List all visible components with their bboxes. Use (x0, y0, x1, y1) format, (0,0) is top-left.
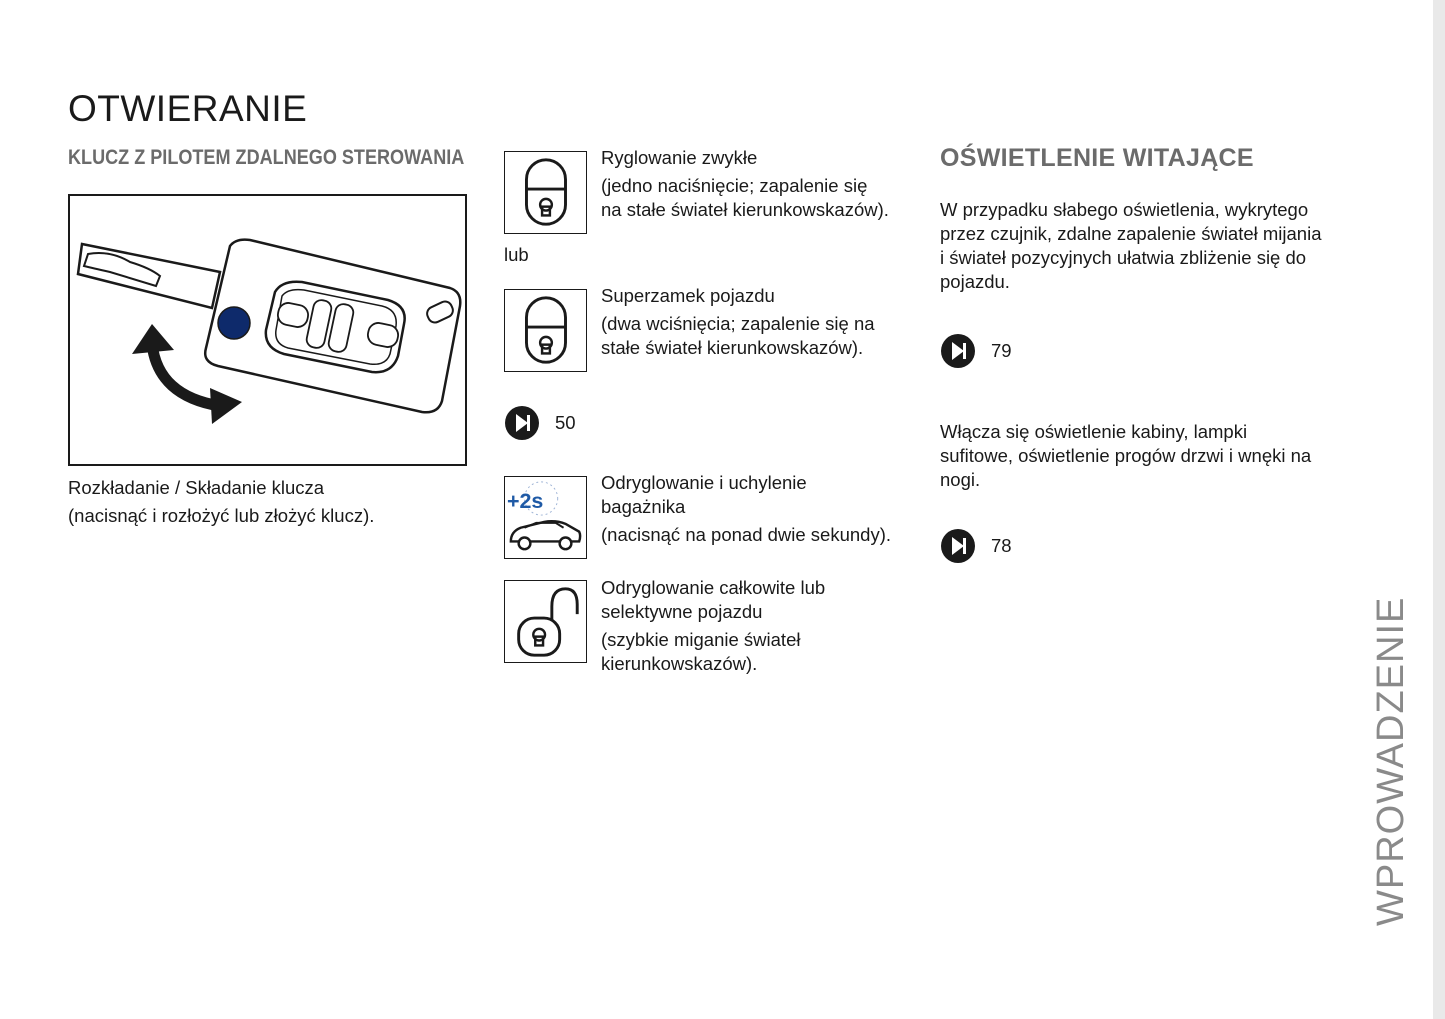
superlock-title: Superzamek pojazdu (601, 285, 775, 306)
page-reference-78[interactable] (940, 528, 1012, 564)
interior-para-line: nogi. (940, 469, 981, 490)
or-label: lub (504, 244, 529, 265)
unlock-desc-1: (szybkie miganie świateł (601, 629, 801, 650)
key-illustration-frame (68, 194, 467, 466)
lock-title: Ryglowanie zwykłe (601, 147, 758, 168)
welcome-para-line: i świateł pozycyjnych ułatwia zbliżenie się do (940, 247, 1307, 268)
welcome-para-line: pojazdu. (940, 271, 1010, 292)
page-reference-50[interactable] (504, 405, 576, 441)
chapter-side-tab[interactable]: WPROWADZENIE (1370, 596, 1412, 926)
lock-open-icon (504, 580, 587, 663)
trunk-open-icon (504, 476, 587, 559)
lock-closed-icon (504, 151, 587, 234)
page-reference-icon (504, 405, 540, 441)
trunk-title-1: Odryglowanie i uchylenie (601, 472, 807, 493)
welcome-para-line: przez czujnik, zdalne zapalenie świateł mijania (940, 223, 1322, 244)
page-reference-icon (940, 333, 976, 369)
unlock-title-2: selektywne pojazdu (601, 601, 763, 622)
key-illustration (70, 196, 465, 464)
superlock-desc-1: (dwa wciśnięcia; zapalenie się na (601, 313, 875, 334)
section-heading-welcome-lighting: OŚWIETLENIE WITAJĄCE (940, 144, 1254, 172)
page-reference-number: 79 (991, 340, 1012, 361)
superlock-icon (504, 289, 587, 372)
lock-desc-1: (jedno naciśnięcie; zapalenie się (601, 175, 868, 196)
unlock-title-1: Odryglowanie całkowite lub (601, 577, 826, 598)
section-subtitle-remote-key: KLUCZ Z PILOTEM ZDALNEGO STEROWANIA (68, 146, 465, 169)
key-caption-desc: (nacisnąć i rozłożyć lub złożyć klucz). (68, 505, 375, 526)
page-reference-number: 78 (991, 535, 1012, 556)
superlock-desc-2: stałe świateł kierunkowskazów). (601, 337, 864, 358)
interior-para-line: Włącza się oświetlenie kabiny, lampki (940, 421, 1248, 442)
interior-para-line: sufitowe, oświetlenie progów drzwi i wnęki na (940, 445, 1312, 466)
page-reference-number: 50 (555, 412, 576, 433)
page-title: OTWIERANIE (68, 88, 308, 129)
page-edge-strip (1433, 0, 1445, 1019)
trunk-desc: (nacisnąć na ponad dwie sekundy). (601, 524, 892, 545)
page-reference-icon (940, 528, 976, 564)
unlock-desc-2: kierunkowskazów). (601, 653, 758, 674)
welcome-para-line: W przypadku słabego oświetlenia, wykrytego (940, 199, 1309, 220)
lock-desc-2: na stałe świateł kierunkowskazów). (601, 199, 889, 220)
page-reference-79[interactable] (940, 333, 1012, 369)
trunk-badge-text: +2s (506, 489, 544, 514)
key-caption-title: Rozkładanie / Składanie klucza (68, 477, 325, 498)
trunk-title-2: bagażnika (601, 496, 686, 517)
